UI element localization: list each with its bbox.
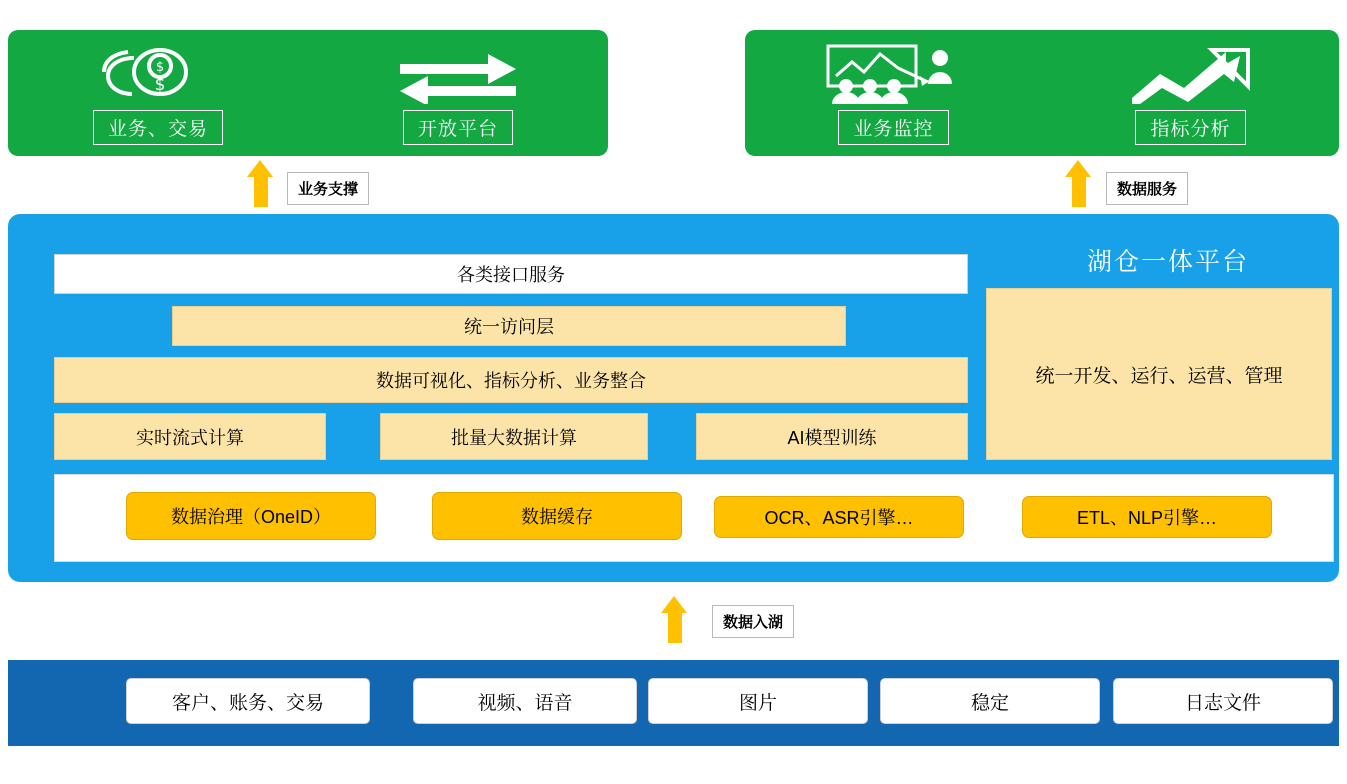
engine-box-ocr-asr: OCR、ASR引擎…	[714, 496, 964, 538]
visualization-box: 数据可视化、指标分析、业务整合	[54, 357, 968, 403]
up-arrow-icon-data-ingest	[662, 596, 686, 643]
business-cell-transaction-label: 业务、交易	[93, 110, 223, 145]
interface-services-box: 各类接口服务	[54, 254, 968, 294]
svg-text:$: $	[154, 74, 166, 95]
lakehouse-platform-panel	[8, 214, 1339, 582]
business-layer-left-panel	[8, 30, 608, 156]
business-cell-open-platform	[358, 42, 558, 145]
source-box-customer: 客户、账务、交易	[126, 678, 370, 724]
growth-chart-icon	[1126, 42, 1256, 104]
compute-box-batch: 批量大数据计算	[380, 413, 648, 460]
business-cell-monitoring	[794, 42, 994, 145]
business-cell-transaction	[58, 42, 258, 145]
engine-box-governance: 数据治理（OneID）	[126, 492, 376, 540]
business-cell-metrics-label: 指标分析	[1135, 110, 1245, 145]
exchange-arrows-icon	[396, 42, 520, 104]
source-box-logfile: 日志文件	[1113, 678, 1333, 724]
source-box-stable: 稳定	[880, 678, 1100, 724]
compute-box-ai: AI模型训练	[696, 413, 968, 460]
business-cell-open-platform-label: 开放平台	[403, 110, 513, 145]
svg-text:$: $	[155, 59, 165, 75]
business-cell-metrics	[1091, 42, 1291, 145]
business-cell-monitoring-label: 业务监控	[838, 110, 948, 145]
source-box-video-voice: 视频、语音	[413, 678, 637, 724]
connector-tag-data-ingest: 数据入湖	[712, 605, 794, 638]
platform-title: 湖仓一体平台	[1086, 248, 1249, 276]
up-arrow-icon-data-service	[1066, 160, 1090, 207]
source-box-image: 图片	[648, 678, 868, 724]
connector-tag-data-service: 数据服务	[1106, 172, 1188, 205]
data-source-panel	[8, 660, 1339, 746]
unified-management-panel: 统一开发、运行、运营、管理	[986, 288, 1332, 460]
data-service-right-panel	[745, 30, 1339, 156]
engine-box-etl-nlp: ETL、NLP引擎…	[1022, 496, 1272, 538]
connector-tag-business-support: 业务支撑	[287, 172, 369, 205]
unified-access-box: 统一访问层	[172, 306, 846, 346]
up-arrow-icon-business-support	[248, 160, 272, 207]
compute-box-streaming: 实时流式计算	[54, 413, 326, 460]
engine-box-cache: 数据缓存	[432, 492, 682, 540]
money-coins-icon	[98, 42, 218, 104]
monitoring-people-icon	[824, 42, 964, 104]
